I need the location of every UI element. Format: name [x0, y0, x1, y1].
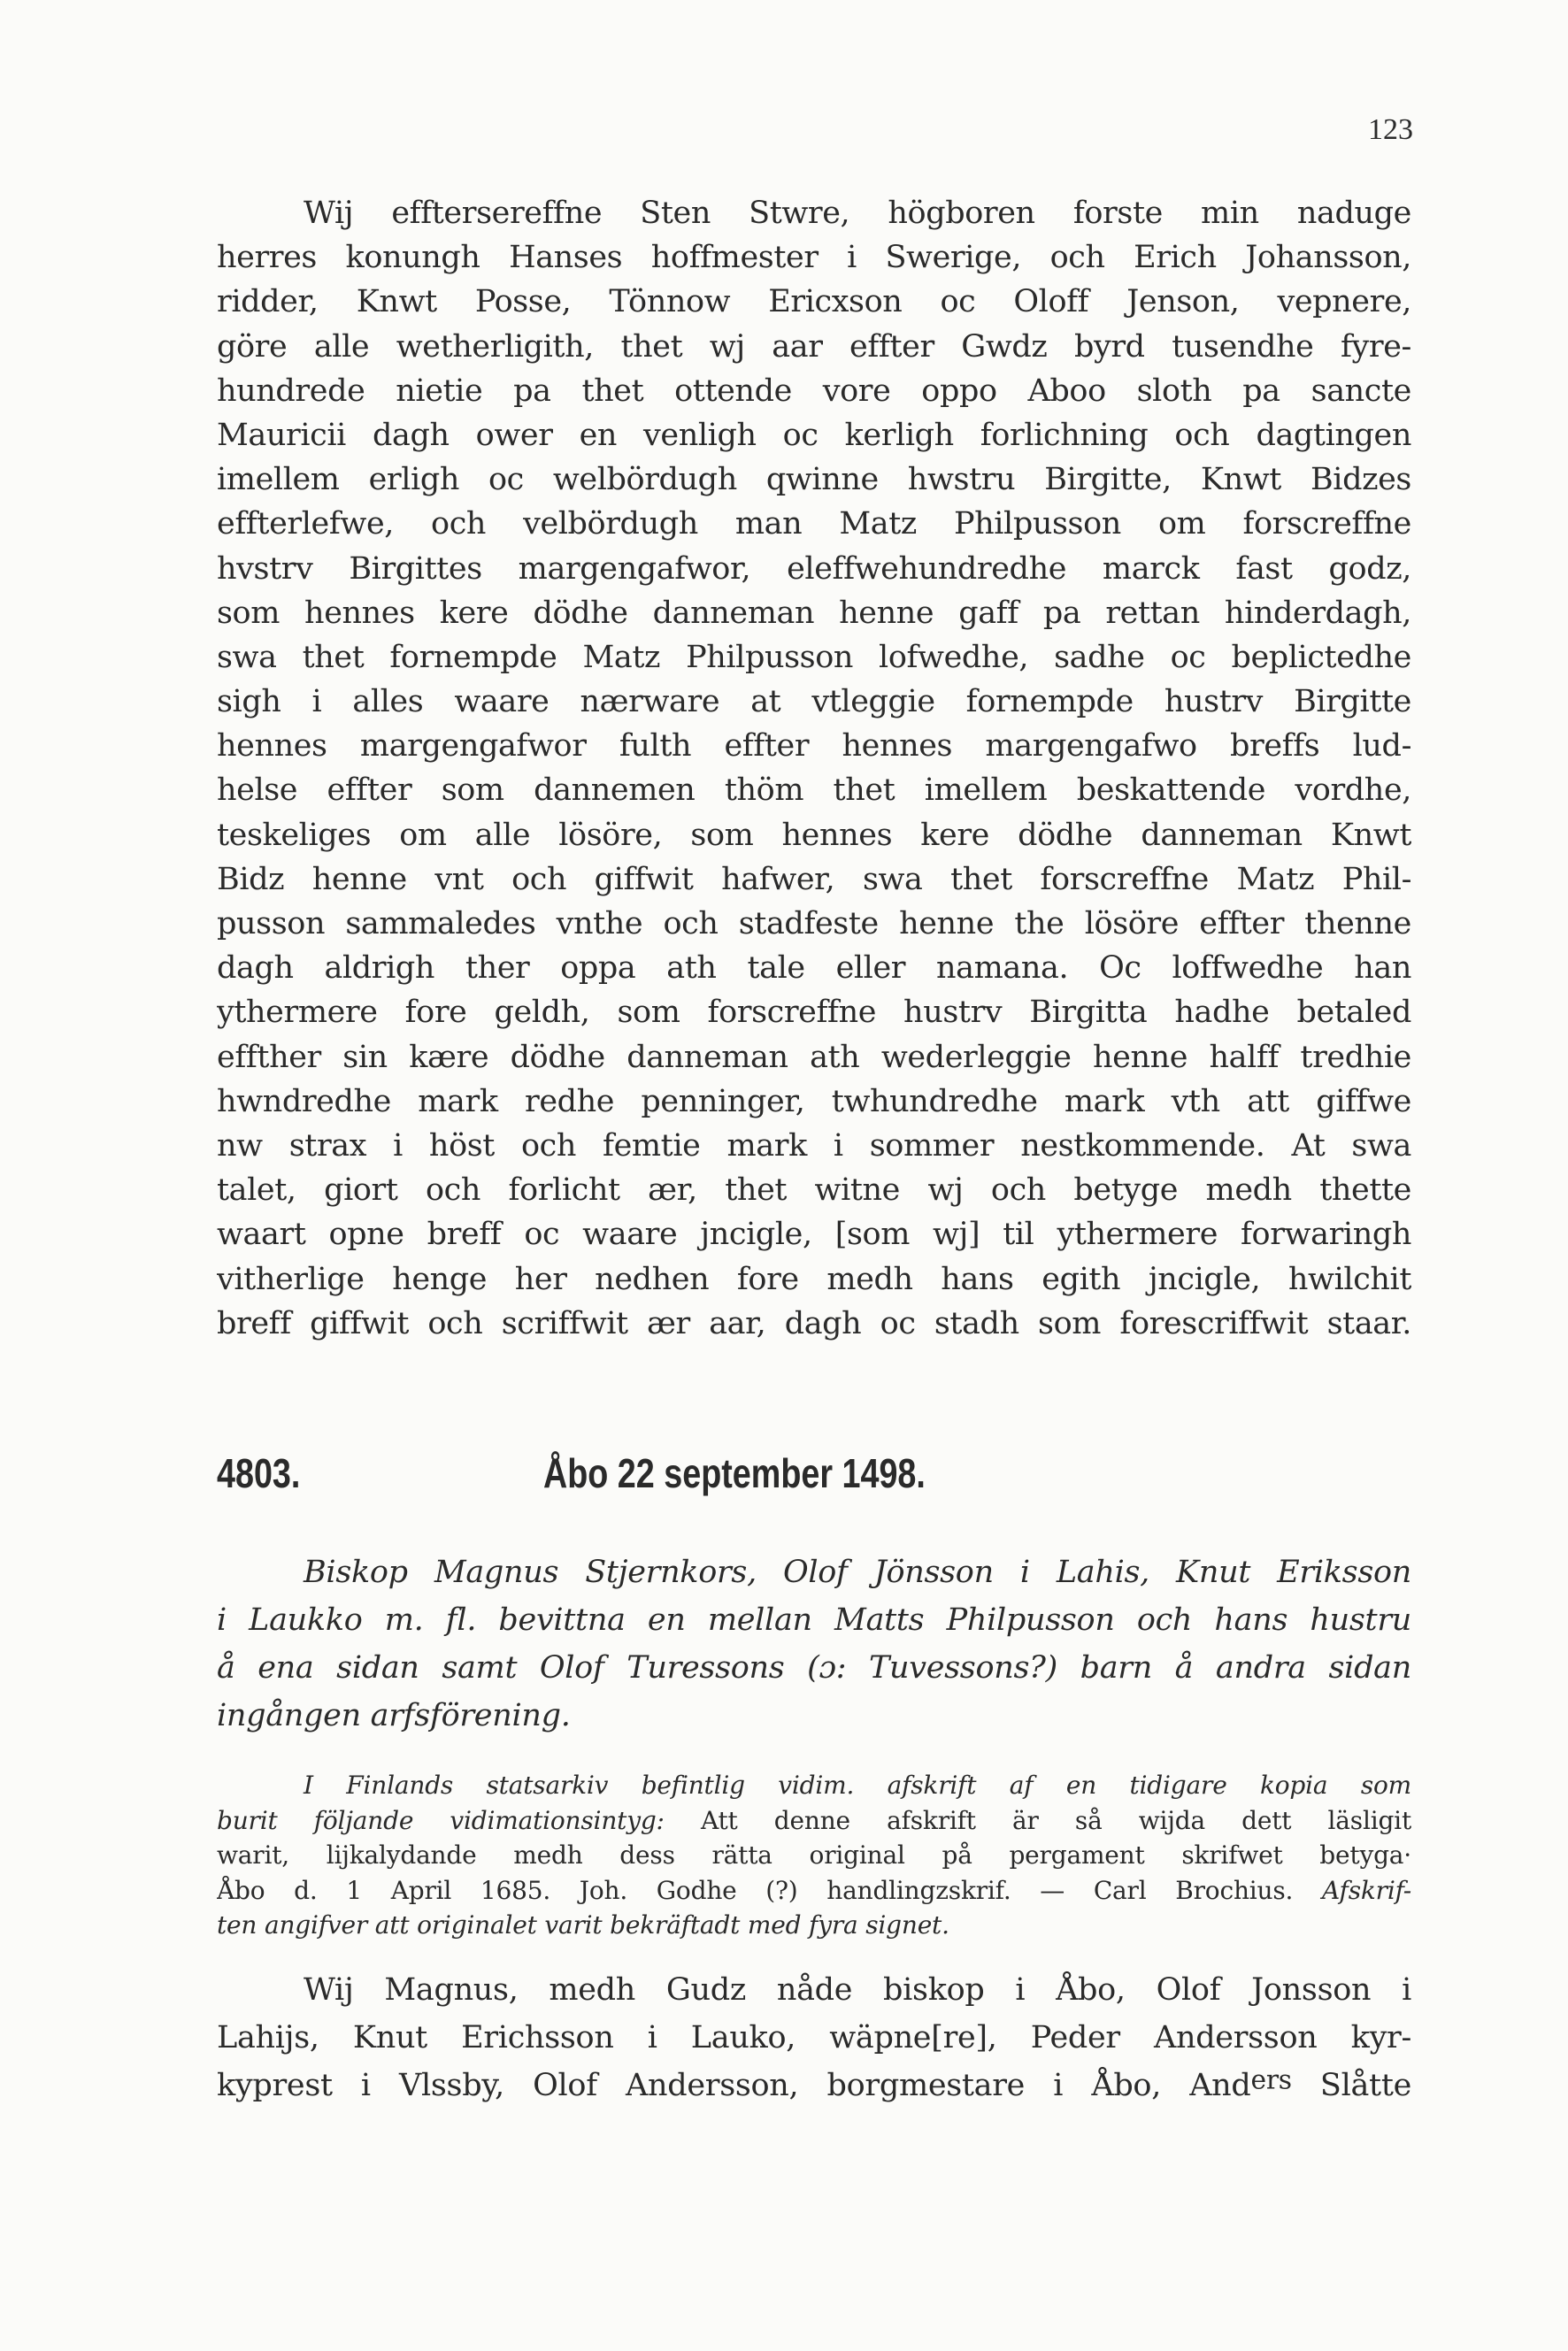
- text-line: hwndredhe mark redhe penninger, twhundredhe mark vth att giffwe: [217, 1083, 1411, 1119]
- note-text: Att denne afskrift är så wijda dett läsligit: [700, 1805, 1411, 1835]
- text-segment: kyprest i Vlssby, Olof Andersson, borgmestare i Åbo, And: [217, 2068, 1251, 2103]
- text-line: hennes margengafwor fulth effter hennes margengafwo breffs lud-: [217, 728, 1411, 764]
- text-line: vitherlige henge her nedhen fore medh hans egith jncigle, hwilchit: [217, 1261, 1411, 1297]
- note-text: ten angifver att originalet varit bekräftadt med fyra signet.: [217, 1910, 949, 1940]
- text-line: pusson sammaledes vnthe och stadfeste henne the lösöre effter thenne: [217, 906, 1411, 941]
- note-text: I Finlands statsarkiv befintlig vidim. afskrift af en tidigare kopia som: [304, 1771, 1411, 1800]
- text-line: sigh i alles waare nærware at vtleggie fornempde hustrv Birgitte: [217, 684, 1411, 720]
- text-line: [217, 2062, 1411, 2109]
- note-text: burit följande vidimationsintyg:: [217, 1805, 665, 1835]
- entry-heading: [217, 1449, 942, 1497]
- raised-letters: ers: [1250, 2064, 1292, 2096]
- note-line: [217, 1803, 1411, 1839]
- text-line: teskeliges om alle lösöre, som hennes kere dödhe danneman Knwt: [217, 817, 1411, 853]
- entry-place-date: Åbo 22 september 1498.: [543, 1450, 926, 1496]
- text-line: helse effter som dannemen thöm thet imellem beskattende vordhe,: [217, 772, 1411, 809]
- note-line: [217, 1873, 1411, 1909]
- text-line: effther sin kære dödhe danneman ath wederleggie henne halff tredhie: [217, 1039, 1411, 1075]
- text-line: å ena sidan samt Olof Turessons (ɔ: Tuvessons?) barn å andra sidan: [217, 1650, 1411, 1686]
- text-line: Wij efftersereffne Sten Stwre, högboren forste min naduge: [304, 196, 1411, 231]
- text-segment: Slåtte: [1291, 2068, 1411, 2103]
- text-line: Biskop Magnus Stjernkors, Olof Jönsson i Lahis, Knut Eriksson: [304, 1555, 1411, 1590]
- text-line: herres konungh Hanses hoffmester i Swerige, och Erich Johansson,: [217, 240, 1411, 276]
- text-line: Wij Magnus, medh Gudz nåde biskop i Åbo, Olof Jonsson i: [304, 1972, 1411, 2008]
- text-line: dagh aldrigh ther oppa ath tale eller namana. Oc loffwedhe han: [217, 950, 1411, 987]
- text-line: göre alle wetherligith, thet wj aar effter Gwdz byrd tusendhe fyre-: [217, 328, 1411, 365]
- entry-number: 4803.: [217, 1450, 301, 1496]
- source-note: [217, 1768, 1411, 1943]
- document-paragraph-2: [217, 1966, 1411, 2109]
- text-line: talet, giort och forlicht ær, thet witne wj och betyge medh thette: [217, 1172, 1411, 1209]
- text-line: som hennes kere dödhe danneman henne gaff pa rettan hinderdagh,: [217, 595, 1411, 631]
- text-line: hundrede nietie pa thet ottende vore oppo Aboo sloth pa sancte: [217, 373, 1411, 409]
- text-line: hvstrv Birgittes margengafwor, eleffwehundredhe marck fast godz,: [217, 550, 1411, 587]
- text-line: swa thet fornempde Matz Philpusson lofwedhe, sadhe oc beplictedhe: [217, 639, 1411, 675]
- text-line: breff giffwit och scriffwit ær aar, dagh oc stadh som forescriffwit staar.: [217, 1305, 1411, 1341]
- note-text: Åbo d. 1 April 1685. Joh. Godhe (?) handlingzskrif. — Carl Brochius.: [217, 1875, 1294, 1905]
- note-text: Afskrif-: [1322, 1875, 1411, 1905]
- note-line: warit, lijkalydande medh dess rätta original på pergament skrifwet betyga·: [217, 1840, 1411, 1870]
- text-line: effterlefwe, och velbördugh man Matz Philpusson om forscreffne: [217, 506, 1411, 542]
- text-line: ridder, Knwt Posse, Tönnow Ericxson oc Oloff Jenson, vepnere,: [217, 284, 1411, 320]
- text-line: Mauricii dagh ower en venligh oc kerligh forlichning och dagtingen: [217, 417, 1411, 453]
- text-line: Bidz henne vnt och giffwit hafwer, swa thet forscreffne Matz Phil-: [217, 861, 1411, 897]
- text-line: imellem erligh oc welbördugh qwinne hwstru Birgitte, Knwt Bidzes: [217, 462, 1411, 498]
- text-line: i Laukko m. fl. bevittna en mellan Matts Philpusson och hans hustru: [217, 1602, 1411, 1638]
- document-paragraph-1: [217, 191, 1411, 1346]
- text-line: ythermere fore geldh, som forscreffne hustrv Birgitta hadhe betaled: [217, 995, 1411, 1031]
- note-line: [217, 1908, 1411, 1943]
- note-line: [217, 1768, 1411, 1803]
- text-line: ingången arfsförening.: [217, 1698, 571, 1733]
- text-line: nw strax i höst och femtie mark i sommer nestkommende. At swa: [217, 1127, 1411, 1164]
- text-line: waart opne breff oc waare jncigle, [som wj] til ythermere forwaringh: [217, 1217, 1411, 1253]
- page-number: 123: [1368, 113, 1413, 146]
- text-line: Lahijs, Knut Erichsson i Lauko, wäpne[re], Peder Andersson kyr-: [217, 2020, 1411, 2055]
- entry-summary: [217, 1548, 1411, 1740]
